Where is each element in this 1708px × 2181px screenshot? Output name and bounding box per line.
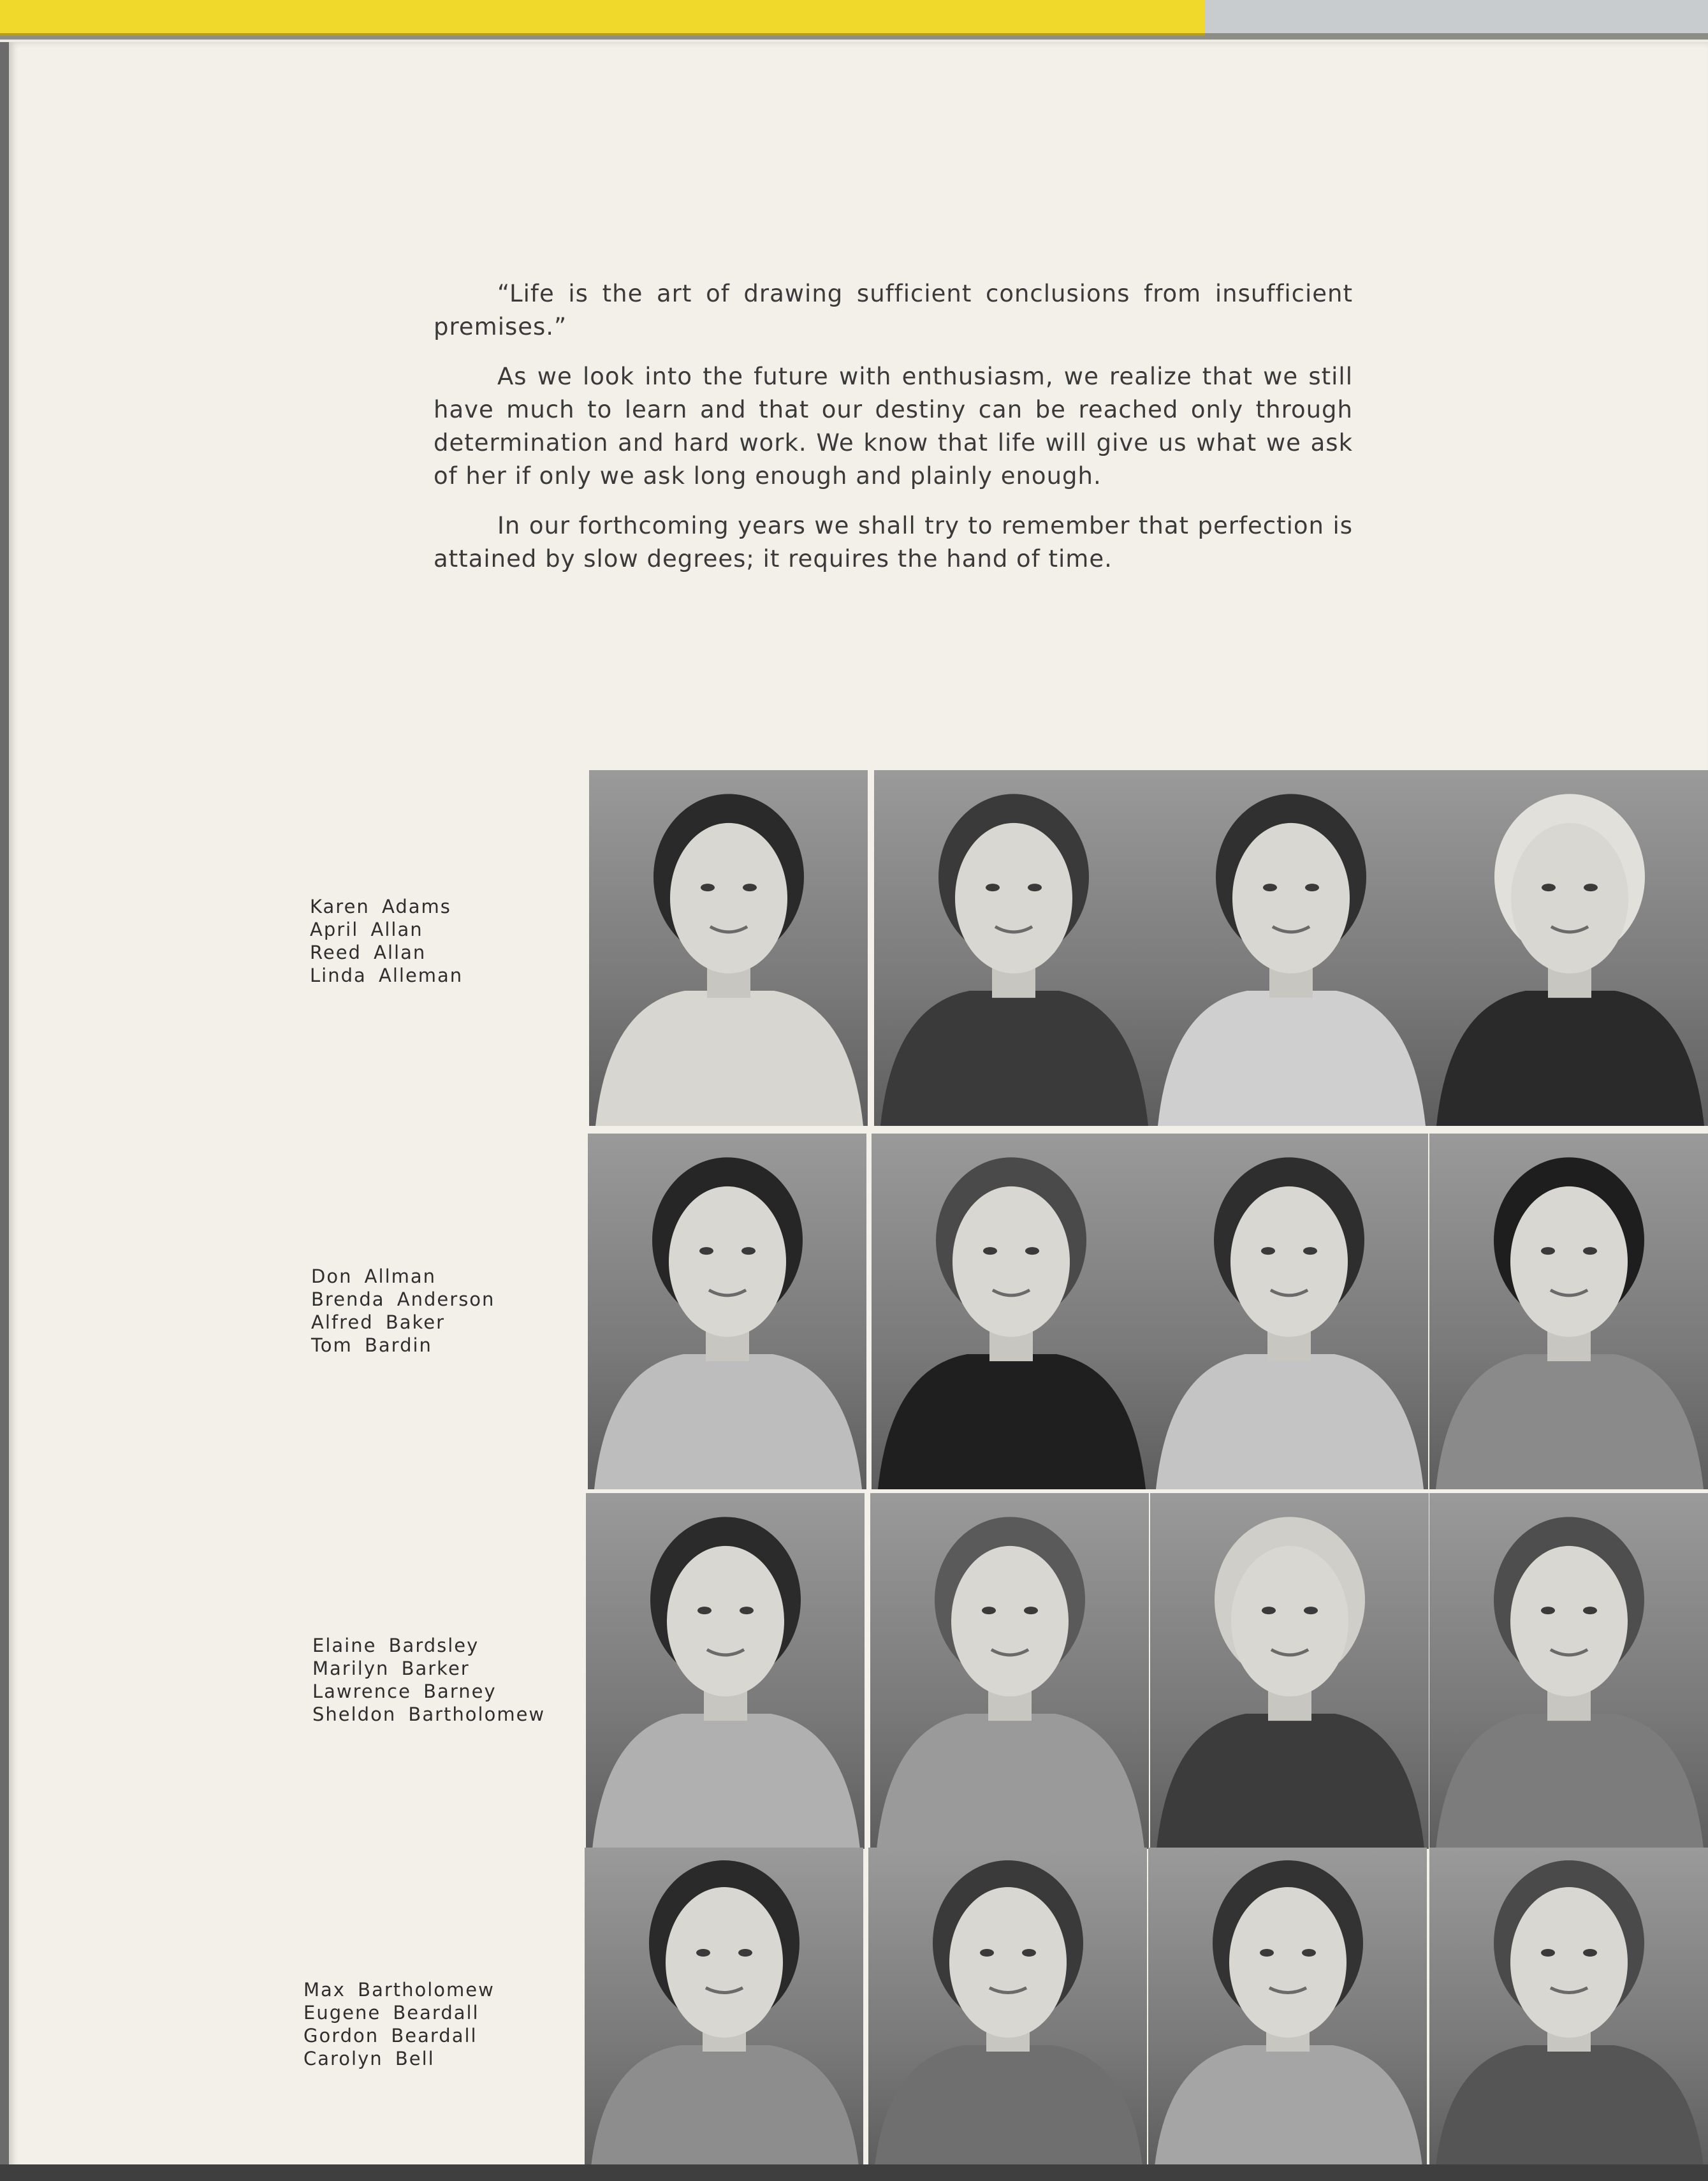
eye-shape (1541, 1247, 1555, 1255)
portrait-photo (870, 1493, 1149, 1849)
shirt-shape (880, 991, 1148, 1126)
eye-shape (1542, 884, 1556, 891)
eye-shape (1261, 1247, 1275, 1255)
face-shape (1510, 1887, 1628, 2038)
eye-shape (1304, 1607, 1318, 1614)
face-shape (1230, 1186, 1348, 1337)
shirt-shape (1436, 991, 1704, 1126)
portrait-silhouette (588, 1134, 866, 1489)
eye-shape (699, 1247, 713, 1255)
shirt-shape (1436, 1354, 1704, 1489)
page-bottom-edge (0, 2164, 1708, 2181)
intro-paragraph-2: As we look into the future with enthusiasm, we realize that we still have much to learn and that our destiny can be reached only through determination and hard work. We know that life will give us what we ask of her if only we ask long enough and plainly enough. (434, 363, 1353, 490)
eye-shape (982, 1607, 996, 1614)
student-name: Karen Adams (310, 896, 451, 917)
portrait-silhouette (585, 1848, 863, 2166)
eye-shape (1262, 1607, 1276, 1614)
student-name: Reed Allan (310, 942, 427, 963)
eye-shape (1260, 1949, 1274, 1957)
portrait-silhouette (1150, 1134, 1428, 1489)
portrait-silhouette (586, 1493, 865, 1849)
eye-shape (1584, 884, 1598, 891)
face-shape (670, 823, 787, 974)
eye-shape (1024, 1607, 1038, 1614)
student-name: Lawrence Barney (312, 1681, 497, 1702)
student-name: Elaine Bardsley (312, 1635, 479, 1656)
shirt-shape (1436, 1714, 1704, 1849)
eye-shape (1303, 1247, 1317, 1255)
student-name: Don Allman (311, 1266, 437, 1287)
eye-shape (1305, 884, 1319, 891)
portrait-photo (1150, 1134, 1428, 1489)
student-name: Max Bartholomew (303, 1979, 495, 2001)
portrait-silhouette (1429, 1493, 1708, 1849)
eye-shape (738, 1949, 752, 1957)
shirt-shape (877, 1714, 1144, 1849)
portrait-photo (872, 1134, 1150, 1489)
face-shape (1232, 823, 1350, 974)
face-shape (1510, 1546, 1628, 1696)
face-shape (1229, 1887, 1347, 2038)
name-list-row-1 (310, 895, 463, 987)
intro-paragraph-1: “Life is the art of drawing sufficient conclusions from insufficient premises.” (434, 280, 1353, 340)
intro-paragraph-3: In our forthcoming years we shall try to remember that perfection is attained by slow degrees; it requires the hand of time. (434, 512, 1353, 573)
portrait-silhouette (874, 770, 1153, 1126)
eye-shape (1583, 1949, 1597, 1957)
shirt-shape (592, 1714, 860, 1849)
portrait-photo (1429, 1493, 1708, 1849)
portrait-photo (585, 1848, 863, 2166)
eye-shape (743, 884, 757, 891)
portrait-silhouette (1148, 1848, 1427, 2166)
portrait-photo (1151, 770, 1430, 1126)
face-shape (667, 1546, 784, 1696)
student-name: Alfred Baker (311, 1311, 446, 1333)
portrait-silhouette (1429, 1848, 1708, 2166)
face-shape (955, 823, 1072, 974)
eye-shape (740, 1607, 754, 1614)
student-name: Linda Alleman (310, 965, 463, 986)
face-shape (953, 1186, 1070, 1337)
shirt-shape (1157, 1714, 1424, 1849)
shirt-shape (595, 991, 863, 1126)
eye-shape (1025, 1247, 1039, 1255)
eye-shape (701, 884, 715, 891)
eye-shape (1541, 1607, 1555, 1614)
student-name: April Allan (310, 919, 423, 940)
eye-shape (1583, 1247, 1597, 1255)
portrait-silhouette (872, 1134, 1150, 1489)
eye-shape (1263, 884, 1277, 891)
student-name: Marilyn Barker (312, 1658, 470, 1679)
portrait-silhouette (1430, 770, 1708, 1126)
portrait-silhouette (870, 1493, 1149, 1849)
portrait-photo (586, 1493, 865, 1849)
portrait-silhouette (1150, 1493, 1429, 1849)
portrait-photo (1148, 1848, 1427, 2166)
student-name: Eugene Beardall (303, 2002, 479, 2024)
eye-shape (1541, 1949, 1555, 1957)
yellow-cover-tab (0, 0, 1205, 36)
name-list-row-4 (303, 1978, 495, 2070)
eye-shape (1028, 884, 1042, 891)
eye-shape (983, 1247, 997, 1255)
portrait-silhouette (589, 770, 868, 1126)
face-shape (1511, 823, 1628, 974)
eye-shape (980, 1949, 994, 1957)
eye-shape (1302, 1949, 1316, 1957)
face-shape (669, 1186, 786, 1337)
portrait-photo (589, 770, 868, 1126)
portrait-photo (1429, 1134, 1708, 1489)
portrait-silhouette (868, 1848, 1147, 2166)
student-name: Carolyn Bell (303, 2048, 435, 2069)
portrait-silhouette (1429, 1134, 1708, 1489)
shirt-shape (1436, 2045, 1704, 2166)
eye-shape (986, 884, 1000, 891)
name-list-row-3 (312, 1634, 545, 1726)
face-shape (949, 1887, 1067, 2038)
shirt-shape (1156, 1354, 1424, 1489)
portrait-photo (1429, 1848, 1708, 2166)
eye-shape (741, 1247, 755, 1255)
face-shape (1510, 1186, 1628, 1337)
eye-shape (1583, 1607, 1597, 1614)
shirt-shape (878, 1354, 1146, 1489)
intro-text (434, 277, 1353, 592)
name-list-row-2 (311, 1265, 495, 1357)
student-name: Gordon Beardall (303, 2025, 478, 2046)
eye-shape (697, 1607, 712, 1614)
shirt-shape (875, 2045, 1142, 2166)
face-shape (951, 1546, 1069, 1696)
student-name: Sheldon Bartholomew (312, 1703, 546, 1725)
grey-cover-edge (1205, 0, 1708, 33)
face-shape (666, 1887, 783, 2038)
portrait-photo (868, 1848, 1147, 2166)
portrait-photo (588, 1134, 866, 1489)
shirt-shape (1155, 2045, 1422, 2166)
shirt-shape (591, 2045, 859, 2166)
portrait-photo (1150, 1493, 1429, 1849)
eye-shape (1022, 1949, 1036, 1957)
portrait-silhouette (1151, 770, 1430, 1126)
portrait-photo (1430, 770, 1708, 1126)
shirt-shape (1158, 991, 1426, 1126)
book-spine-edge (0, 42, 9, 2181)
portrait-photo (874, 770, 1153, 1126)
eye-shape (696, 1949, 710, 1957)
face-shape (1231, 1546, 1348, 1696)
student-name: Tom Bardin (311, 1334, 432, 1356)
shirt-shape (594, 1354, 862, 1489)
student-name: Brenda Anderson (311, 1288, 495, 1310)
